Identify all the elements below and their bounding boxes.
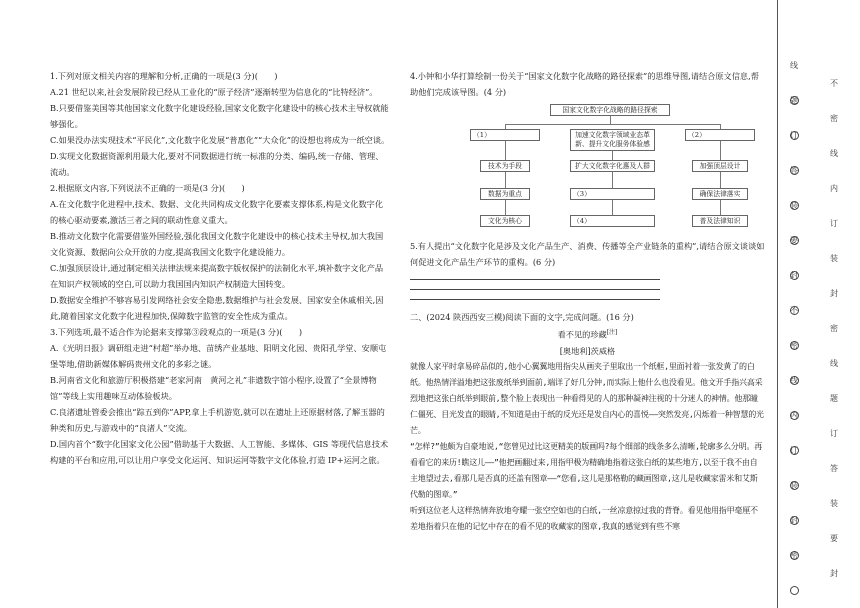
connector: [610, 116, 611, 124]
binding-margin: [776, 0, 860, 608]
answer-line[interactable]: [410, 279, 660, 280]
blank-box-4: （4）: [570, 215, 655, 227]
q3-option-a: A.《光明日报》调研组走进“村超”举办地、苗绣产业基地、阳明文化园、贵阳孔学堂、安顺屯堡等地,借助新媒体解码贵州文化的多彩之谜。: [50, 343, 387, 369]
binding-char: 不: [830, 79, 838, 88]
q2-option-d: D.数据安全维护不够容易引发网络社会安全隐患,数据维护与社会发展、国家安全休戚相关,因此,随着国家文化数字化进程加快,保障数字监管的安全性成为重点。: [50, 295, 384, 321]
binding-char: 线: [790, 376, 798, 385]
binding-char: 密: [830, 114, 838, 123]
binding-char: 封: [790, 516, 798, 525]
q2-option-a: A.在文化数字化进程中,技术、数据、文化共同构成文化数字化要素支撑体系,构是文化数字化的核心驱动要素,激活三者之间的联动性意义重大。: [50, 199, 384, 225]
q3-option-c: C.良渚遗址管委会推出“踪五到你”APP,拿上手机游览,就可以在遗址上还原据材落,了解玉器的种类和历史,与游戏中的“良渚人”交流。: [50, 407, 385, 433]
q1-option-a: A.21 世纪以来,社会发展阶段已经从工业化的“原子经济”逐渐转型为信息化的“比特经济”。: [50, 87, 378, 97]
binding-char: 线: [830, 359, 838, 368]
story-paragraph-1: 就像人家平时拿易碎品似的,他小心翼翼地用指尖从画夹子里取出一个纸框,里面衬着一张发黄了的白纸。他热情洋溢地把这张废纸举到面前,端详了好几分钟,而实际上他什么也没看见。他文开手指兴高采烈地把这张白纸举到眼前,整个脸上表现出一种看得见的人的那种凝神注视的十分迷人的神情。他那瞳仁僵死、目光发直的眼睛,不知道是由于纸的反光还是发自内心的喜悦——突然发亮,闪烁着一种智慧的光芒。: [410, 361, 764, 435]
blank-box-2: （2）: [685, 129, 755, 141]
mind-map-root: 国家文化数字化战略的路径探索: [550, 104, 670, 116]
node-data-focus: 数据为重点: [480, 188, 530, 200]
connector: [505, 124, 720, 125]
question-3-stem: 3.下列选项,最不适合作为论据来支撑第③段观点的一项是(3 分)( ): [50, 327, 303, 337]
answer-lines: [410, 279, 765, 300]
binding-char: 订: [830, 429, 838, 438]
node-expand-coverage: 扩大文化数字化惠及人群: [570, 160, 655, 172]
binding-char: 装: [830, 254, 838, 263]
binding-char: 封: [790, 271, 798, 280]
binding-char: 装: [830, 499, 838, 508]
question-4-stem: 4.小钟和小华打算绘制一份关于“国家文化数字化战略的路径探索”的思维导图,请结合原文信息,帮助他们完成该导图。(4 分): [410, 71, 759, 97]
binding-char: 不: [790, 306, 798, 315]
binding-char: 答: [830, 464, 838, 473]
question-5-stem: 5.有人提出“文化数字化是涉及文化产品生产、消费、传播等全产业链条的重构”,请结合原文谈谈如何促进文化产品生产环节的重构。(6 分): [410, 241, 765, 267]
binding-char: 线: [830, 149, 838, 158]
binding-char: 题: [790, 96, 798, 105]
binding-char: 封: [830, 289, 838, 298]
question-2-stem: 2.根据原文内容,下列说法不正确的一项是(3 分)( ): [50, 183, 245, 193]
binding-circle: [790, 586, 799, 595]
story-paragraph-3: 听到这位老人这样热情奔放地夸耀一张空空如也的白纸,一丝凉意掠过我的背脊。看见他用指甲毫厘不差地指着只在他的记忆中存在的看不见的收藏家的图章,我真的感觉到有些不寒: [410, 505, 758, 531]
section-2-heading: 二、(2024 陕西西安三模)阅读下面的文字,完成问题。(16 分): [410, 312, 634, 322]
story-title: [410, 325, 765, 343]
blank-box-3: （3）: [570, 188, 655, 200]
q3-option-d: D.国内首个“数字化国家文化公园”借助基于大数据、人工智能、多媒体、GIS 等现代信息技术构建的平台和应用,可以让用户享受文化运河、知识运河等数字文化体验,打造 IP+运河之旅。: [50, 439, 389, 465]
answer-line[interactable]: [410, 289, 660, 290]
story-title-text: 看不见的珍藏: [557, 329, 607, 340]
binding-char: 要: [790, 236, 798, 245]
mind-map: [470, 104, 770, 232]
binding-char: 装: [790, 201, 798, 210]
footnote-marker: [注]: [606, 329, 618, 336]
q2-option-b: B.推动文化数字化需要借鉴外国经验,强化我国文化数字化建设中的核心技术主导权,加大我国文化资源、数据向公众开放的力度,提高我国文化数字化建设能力。: [50, 231, 384, 257]
story-author: [奥地利]茨威格: [559, 345, 616, 356]
node-culture-core: 文化为核心: [480, 215, 530, 227]
binding-char: 封: [830, 569, 838, 578]
binding-char: 订: [790, 131, 798, 140]
binding-char: 密: [830, 324, 838, 333]
node-ensure-law: 确保法律落实: [692, 188, 748, 200]
q1-option-c: C.如果没办法实现技术“平民化”,文化数字化发展“普惠化”“大众化”的设想也将成为一纸空谈。: [50, 135, 390, 145]
binding-char: 线: [790, 61, 798, 70]
node-top-design: 加强顶层设计: [692, 160, 748, 172]
binding-char: 题: [830, 394, 838, 403]
binding-char: 密: [790, 341, 798, 350]
q2-option-c: C.加强顶层设计,通过制定相关法律法规来提高数字版权保护的法制化水平,填补数字文化产品在知识产权领域的空白,可以助力我国国内知识产权制造大国转变。: [50, 263, 384, 289]
binding-char: 内: [790, 411, 798, 420]
node-popularize-law: 普及法律知识: [692, 215, 748, 227]
binding-char: 要: [830, 534, 838, 543]
right-column: [410, 68, 765, 535]
question-1-stem: 1.下列对原文相关内容的理解和分析,正确的一项是(3 分)( ): [50, 71, 278, 81]
q1-option-b: B.只要借鉴美国等其他国家文化数字化建设经验,国家文化数字化建设中的核心技术主导权就能够强化。: [50, 103, 389, 129]
binding-char: 答: [790, 166, 798, 175]
binding-char: 内: [830, 184, 838, 193]
left-column: [50, 68, 390, 468]
middle-branch-box: 加速文化数字领域业态革新、提升文化服务体验感: [570, 129, 655, 151]
answer-line[interactable]: [410, 299, 660, 300]
q1-option-d: D.实现文化数据资源利用最大化,要对不同数据进行统一标准的分类、编码,统一存储、管理、流动。: [50, 151, 384, 177]
q3-option-b: B.河南省文化和旅游厅积极搭建“老家河南 黄河之礼”非遗数字馆小程序,设置了“全景博物馆”等线上实用趣味互动体验板块。: [50, 375, 377, 401]
binding-char: 订: [790, 446, 798, 455]
node-technology: 技术为手段: [480, 160, 530, 172]
binding-char: 装: [790, 481, 798, 490]
binding-char: 订: [830, 219, 838, 228]
blank-box-1: （1）: [470, 129, 540, 141]
binding-char: 密: [790, 551, 798, 560]
story-paragraph-2: “怎样?”他颇为自豪地说,“您曾见过比这更精美的版画吗?每个细部的线条多么清晰,轮廓多么分明。再看看它的来历!瞧这儿——”他把画翻过来,用指甲极为精确地指着这张白纸的某些地方,以至于我不由自主地望过去,看那几是否真的还盖有图章——“您看,这儿是那格勒的藏画图章,这儿是收藏家雷米和艾斯代勒的图章。”: [410, 441, 763, 499]
